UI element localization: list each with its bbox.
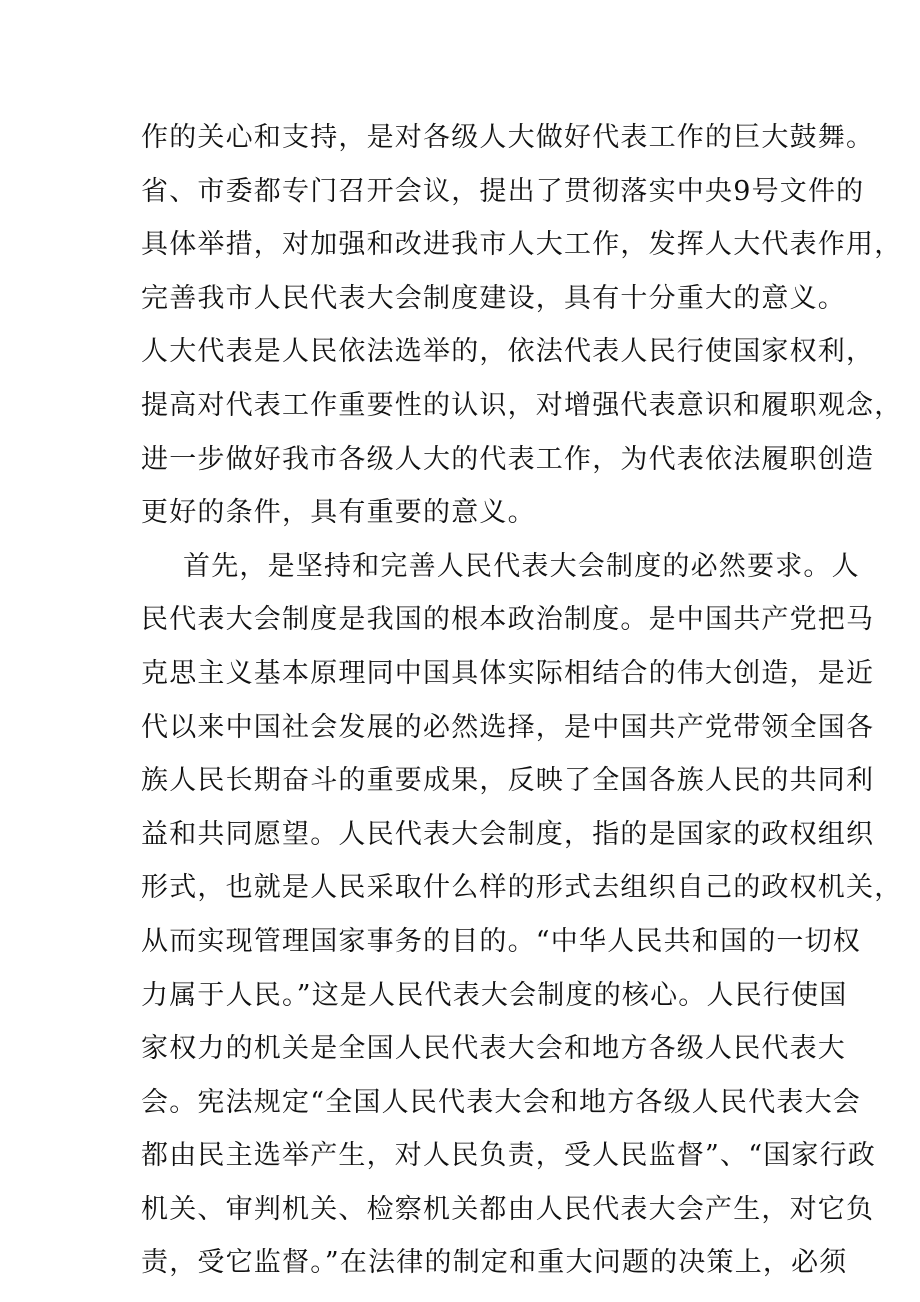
text-line: 会。宪法规定“全国人民代表大会和地方各级人民代表大会 [141, 1086, 862, 1118]
text-line: 具体举措，对加强和改进我市人大工作，发挥人大代表作用， [141, 229, 903, 261]
text-line: 进一步做好我市各级人大的代表工作，为代表依法履职创造 [141, 443, 875, 475]
text-line: 机关、审判机关、检察机关都由人民代表大会产生，对它负 [141, 1193, 875, 1225]
text-line: 族人民长期奋斗的重要成果，反映了全国各族人民的共同利 [141, 765, 875, 797]
text-line: 家权力的机关是全国人民代表大会和地方各级人民代表大 [141, 1033, 846, 1065]
text-line: 克思主义基本原理同中国具体实际相结合的伟大创造，是近 [141, 657, 875, 689]
text-line: 都由民主选举产生，对人民负责，受人民监督”、“国家行政 [141, 1140, 877, 1172]
paragraph-first-line: 首先，是坚持和完善人民代表大会制度的必然要求。人 [183, 550, 860, 582]
text-line: 完善我市人民代表大会制度建设，具有十分重大的意义。 [141, 282, 846, 314]
text-line: 益和共同愿望。人民代表大会制度，指的是国家的政权组织 [141, 818, 875, 850]
text-line: 民代表大会制度是我国的根本政治制度。是中国共产党把马 [141, 604, 875, 636]
text-line: 提高对代表工作重要性的认识，对增强代表意识和履职观念， [141, 389, 903, 421]
text-line: 从而实现管理国家事务的目的。“中华人民共和国的一切权 [141, 925, 862, 957]
text-line: 责，受它监督。”在法律的制定和重大问题的决策上，必须 [141, 1247, 848, 1279]
document-body [141, 111, 903, 1290]
text-line: 力属于人民。”这是人民代表大会制度的核心。人民行使国 [141, 979, 848, 1011]
text-line: 作的关心和支持，是对各级人大做好代表工作的巨大鼓舞。 [141, 122, 875, 153]
text-line: 省、市委都专门召开会议，提出了贯彻落实中央9号文件的 [141, 175, 865, 207]
text-line: 更好的条件，具有重要的意义。 [141, 497, 536, 529]
text-line: 人大代表是人民依法选举的，依法代表人民行使国家权利， [141, 336, 875, 368]
text-line: 代以来中国社会发展的必然选择，是中国共产党带领全国各 [141, 711, 875, 743]
text-line: 形式，也就是人民采取什么样的形式去组织自己的政权机关， [141, 872, 903, 904]
